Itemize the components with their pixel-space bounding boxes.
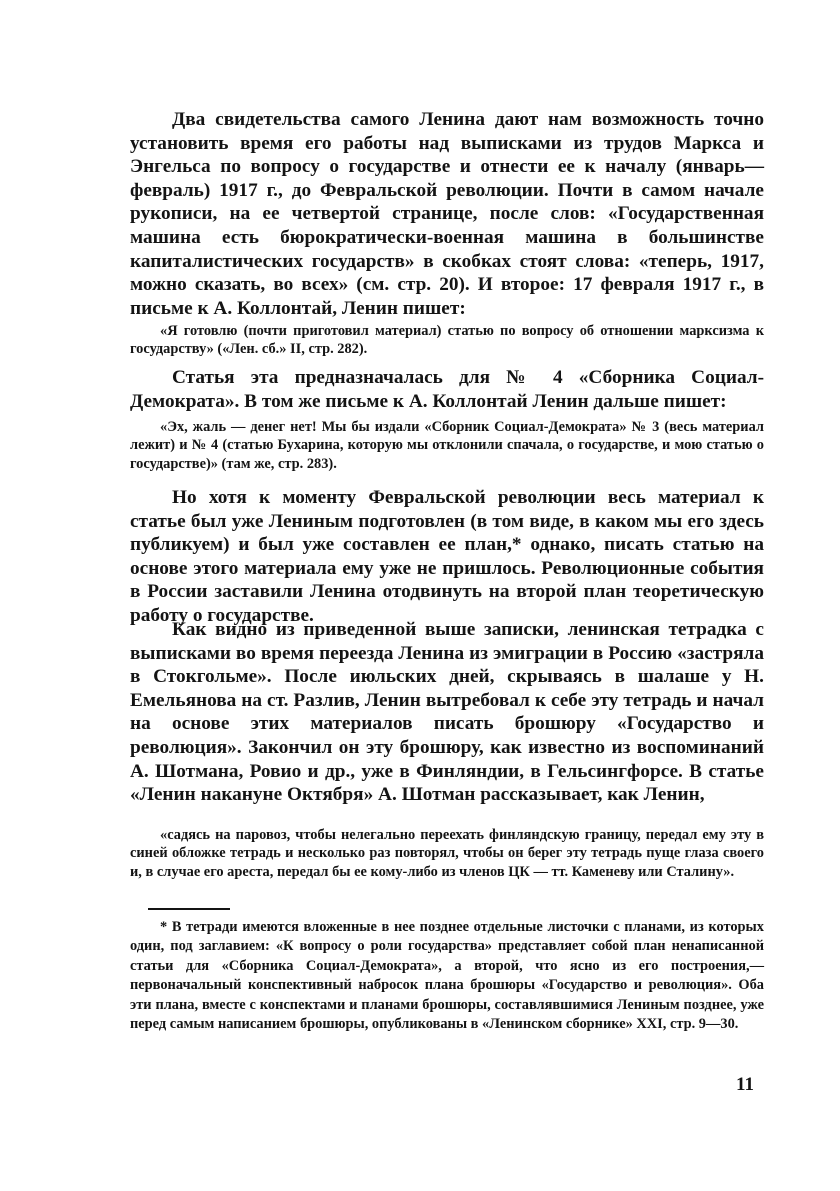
paragraph-2: Статья эта предназначалась для № 4 «Сборника Социал-Демократа». В том же письме к А. Коллонтай Ленин дальше пишет: (130, 367, 764, 412)
paragraph-testimony (130, 108, 764, 320)
footnote (130, 918, 764, 1034)
quote-1: «Я готовлю (почти приготовил материал) статью по вопросу об отношении марксизма к государству» («Лен. сб.» II, стр. 282). (130, 323, 764, 358)
footnote-divider (148, 908, 230, 910)
footnote-text: * В тетради имеются вложенные в нее позднее отдельные листочки с планами, из которых один, под заглавием: «К вопросу о роли государства» представляет собой план ненаписанной статьи для «Сборника Социал-Демократа», а второй, что ясно из его построения,—первоначальный конспективный набросок плана брошюры «Государство и революция». Оба эти плана, вместе с конспектами и планами брошюры, составлявшимися Лениным позднее, уже перед самым написанием брошюры, опубликованы в «Ленинском сборнике» XXI, стр. 9—30. (130, 919, 764, 1033)
quote-2: «Эх, жаль — денег нет! Мы бы издали «Сборник Социал-Демократа» № 3 (весь материал лежит) и № 4 (статью Бухарина, которую мы отклонили спачала, о государстве, и мою статью о государстве)» (там же, стр. 283). (130, 419, 764, 472)
paragraph-3: Но хотя к моменту Февральской революции весь материал к статье был уже Лениным подготовлен (в том виде, в каком мы его здесь публикуем) и был уже составлен ее план,* однако, писать статью на основе этого материала ему уже не пришлось. Революционные события в России заставили Ленина отодвинуть на второй план теоретическую работу о государстве. (130, 487, 764, 626)
page-number: 11 (736, 1074, 754, 1095)
quote-block-3 (130, 826, 764, 881)
quote-3: «садясь на паровоз, чтобы нелегально переехать финляндскую границу, передал ему эту в синей обложке тетрадь и несколько раз повторял, чтобы он берег эту тетрадь пуще глаза своего и, в случае его ареста, передал бы ее кому-либо из членов ЦК — тт. Каменеву или Сталину». (130, 827, 764, 880)
quote-block-2 (130, 418, 764, 473)
paragraph-notebook (130, 618, 764, 807)
paragraph-4: Как видно из приведенной выше записки, ленинская тетрадка с выписками во время переезда Ленина из эмиграции в Россию «застряла в Стокгольме». После июльских дней, скрываясь в шалаше у Н. Емельянова на ст. Разлив, Ленин вытребовал к себе эту тетрадь и начал на основе этих материалов писать брошюру «Государство и революция». Закончил он эту брошюру, как известно из воспоминаний А. Шотмана, Ровио и др., уже в Финляндии, в Гельсингфорсе. В статье «Ленин накануне Октября» А. Шотман рассказывает, как Ленин, (130, 619, 764, 806)
quote-block-1 (130, 322, 764, 359)
paragraph-article-purpose (130, 366, 764, 413)
paragraph-1: Два свидетельства самого Ленина дают нам возможность точно установить время его работы над выписками из трудов Маркса и Энгельса по вопросу о государстве и отнести ее к началу (январь—февраль) 1917 г., до Февральской революции. Почти в самом начале рукописи, на ее четвертой странице, после слов: «Государственная машина есть бюрократически-военная машина в большинстве капиталистических государств» в скобках стоят слова: «теперь, 1917, можно сказать, во всех» (см. стр. 20). И второе: 17 февраля 1917 г., в письме к А. Коллонтай, Ленин пишет: (130, 109, 764, 319)
paragraph-february (130, 486, 764, 628)
